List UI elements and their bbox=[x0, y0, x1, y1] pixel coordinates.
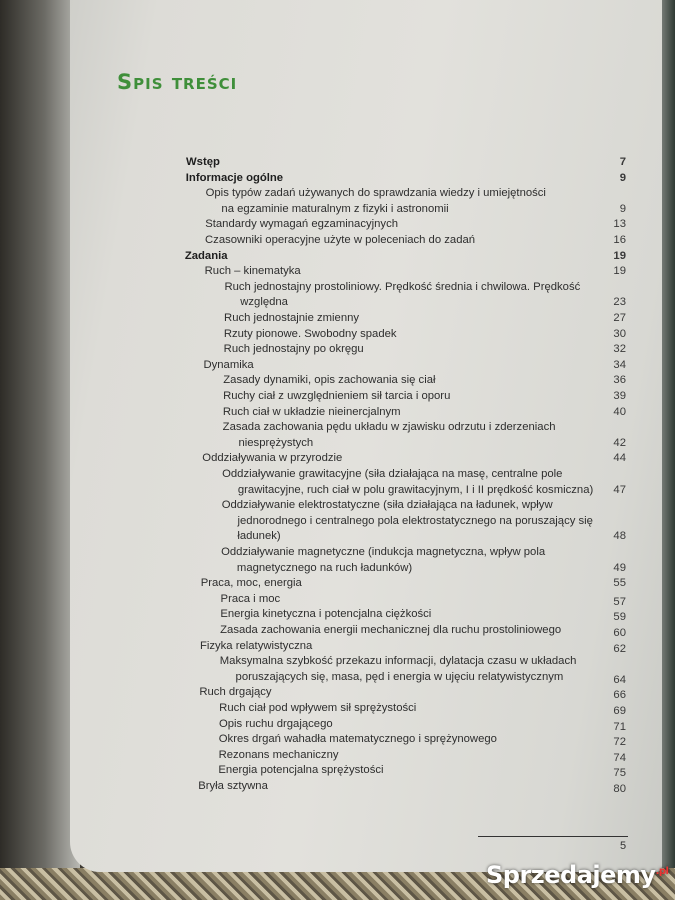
toc-entry-title: Ruch ciał w układzie nieinercjalnym bbox=[222, 405, 401, 418]
toc-entry-page: 9 bbox=[619, 202, 626, 215]
toc-entry-page: 75 bbox=[613, 767, 626, 780]
toc-entry-page: 49 bbox=[613, 561, 626, 574]
toc-entry-page: 40 bbox=[613, 405, 626, 418]
toc-entry-title: Standardy wymagań egzaminacyjnych bbox=[205, 218, 398, 231]
toc-entry-page: 39 bbox=[613, 390, 626, 402]
toc-entry-page: 59 bbox=[613, 611, 626, 624]
toc-entry-page: 19 bbox=[613, 249, 626, 262]
watermark-logo bbox=[486, 858, 668, 889]
toc-entry-title: Oddziaływanie magnetyczne (indukcja magnetyczna, wpływ pola bbox=[221, 546, 546, 558]
toc-entry-title: Ruch jednostajny prostoliniowy. Prędkość średnia i chwilowa. Prędkość bbox=[224, 280, 581, 293]
toc-entry-page: 64 bbox=[613, 673, 626, 686]
book-gutter bbox=[0, 0, 80, 880]
page-title: Spis treści bbox=[117, 70, 238, 94]
toc-entry-page: 7 bbox=[619, 156, 626, 168]
toc-entry-page: 62 bbox=[613, 642, 626, 655]
toc-entry-page: 34 bbox=[613, 358, 626, 371]
toc-entry-page: 44 bbox=[613, 452, 626, 465]
toc-entry-page: 55 bbox=[613, 577, 626, 590]
toc-entry-title: Ruch ciał pod wpływem sił sprężystości bbox=[219, 702, 417, 714]
toc-entry-title: Czasowniki operacyjne użyte w poleceniach do zadań bbox=[205, 234, 476, 246]
toc-entry-page: 27 bbox=[613, 312, 626, 324]
watermark-suffix: .pl bbox=[655, 866, 669, 877]
toc-entry-continuation: jednorodnego i centralnego pola elektrostatycznego na poruszający się bbox=[237, 514, 593, 527]
toc-entry-title: Rezonans mechaniczny bbox=[218, 748, 339, 761]
toc-entry-continuation: magnetycznego na ruch ładunków) bbox=[236, 561, 413, 574]
toc-entry-page: 36 bbox=[613, 374, 626, 387]
toc-entry-continuation: niesprężystych bbox=[238, 436, 314, 449]
toc-entry-page: 30 bbox=[613, 327, 626, 340]
toc-entry-page: 42 bbox=[613, 436, 626, 449]
toc-entry-page: 16 bbox=[613, 234, 626, 246]
toc-entry-page: 72 bbox=[613, 736, 626, 749]
toc-entry-title: Oddziaływanie grawitacyjne (siła działająca na masę, centralne pole bbox=[222, 468, 563, 480]
toc-entry-title: Zasada zachowania pędu układu w zjawisku odrzutu i zderzeniach bbox=[222, 421, 556, 434]
toc-entry-title: Zasady dynamiki, opis zachowania się ciał bbox=[223, 374, 436, 387]
toc-entry-page: 74 bbox=[613, 751, 626, 764]
toc-entry-title: Zasada zachowania energii mechanicznej dla ruchu prostoliniowego bbox=[220, 624, 562, 636]
toc-entry-title: Oddziaływanie elektrostatyczne (siła działająca na ładunek, wpływ bbox=[221, 499, 553, 512]
toc-entry-title: Ruch jednostajnie zmienny bbox=[224, 312, 360, 324]
toc-entry-title: Opis typów zadań używanych do sprawdzania wiedzy i umiejętności bbox=[205, 187, 546, 200]
toc-entry-continuation: na egzaminie maturalnym z fizyki i astronomii bbox=[221, 202, 449, 215]
toc-entry-page: 23 bbox=[613, 296, 626, 309]
toc-entry-page: 57 bbox=[613, 595, 626, 608]
toc-entry-continuation: poruszających się, masa, pęd i energia w ujęciu relatywistycznym bbox=[235, 670, 564, 683]
toc-entry-page: 13 bbox=[613, 218, 626, 231]
toc-entry-title: Ruch drgający bbox=[199, 686, 272, 699]
toc-entry-title: Fizyka relatywistyczna bbox=[199, 639, 313, 652]
toc-entry-title: Energia kinetyczna i potencjalna ciężkości bbox=[220, 608, 432, 621]
page-number: 5 bbox=[620, 840, 627, 852]
footer-rule bbox=[478, 836, 628, 837]
toc-entry-title: Wstęp bbox=[186, 156, 220, 168]
toc-entry-title: Maksymalna szybkość przekazu informacji, dylatacja czasu w układach bbox=[219, 655, 577, 668]
toc-entry-continuation: ładunek) bbox=[237, 530, 281, 543]
toc-entry-title: Ruch jednostajny po okręgu bbox=[223, 343, 364, 356]
toc-entry-title: Praca, moc, energia bbox=[200, 577, 302, 590]
toc-entry-title: Ruch – kinematyka bbox=[204, 265, 301, 278]
toc-entry-title: Rzuty pionowe. Swobodny spadek bbox=[223, 327, 397, 340]
toc-entry-page: 19 bbox=[613, 265, 626, 278]
toc-entry-title: Informacje ogólne bbox=[185, 171, 284, 184]
toc-entry-page: 71 bbox=[613, 720, 626, 733]
toc-entry-page: 9 bbox=[619, 171, 626, 184]
toc-entry-page: 66 bbox=[613, 689, 626, 702]
watermark-text: Sprzedajemy bbox=[486, 861, 656, 889]
toc-entry-title: Dynamika bbox=[203, 358, 254, 371]
toc-entry-title: Ruchy ciał z uwzględnieniem sił tarcia i oporu bbox=[223, 390, 451, 402]
toc-entry-page: 80 bbox=[613, 783, 626, 795]
toc-entry-continuation: grawitacyjne, ruch ciał w polu grawitacyjnym, I i II prędkość kosmiczna) bbox=[237, 483, 594, 496]
toc-entry-page: 60 bbox=[613, 627, 626, 639]
toc-entry-title: Oddziaływania w przyrodzie bbox=[202, 452, 343, 465]
toc-entry-title: Energia potencjalna sprężystości bbox=[218, 764, 384, 777]
toc-entry-continuation: względna bbox=[240, 296, 288, 309]
toc-entry-page: 47 bbox=[613, 483, 626, 496]
toc-entry-title: Okres drgań wahadła matematycznego i sprężynowego bbox=[218, 733, 497, 746]
toc-entry-page: 69 bbox=[613, 705, 626, 717]
toc-entry-title: Praca i moc bbox=[220, 592, 281, 605]
toc-entry-title: Bryła sztywna bbox=[198, 780, 268, 792]
toc-entry-page: 32 bbox=[613, 343, 626, 356]
toc-entry-title: Zadania bbox=[184, 249, 228, 262]
toc-entry-title: Opis ruchu drgającego bbox=[218, 717, 333, 730]
toc-entry-page: 48 bbox=[613, 530, 626, 543]
